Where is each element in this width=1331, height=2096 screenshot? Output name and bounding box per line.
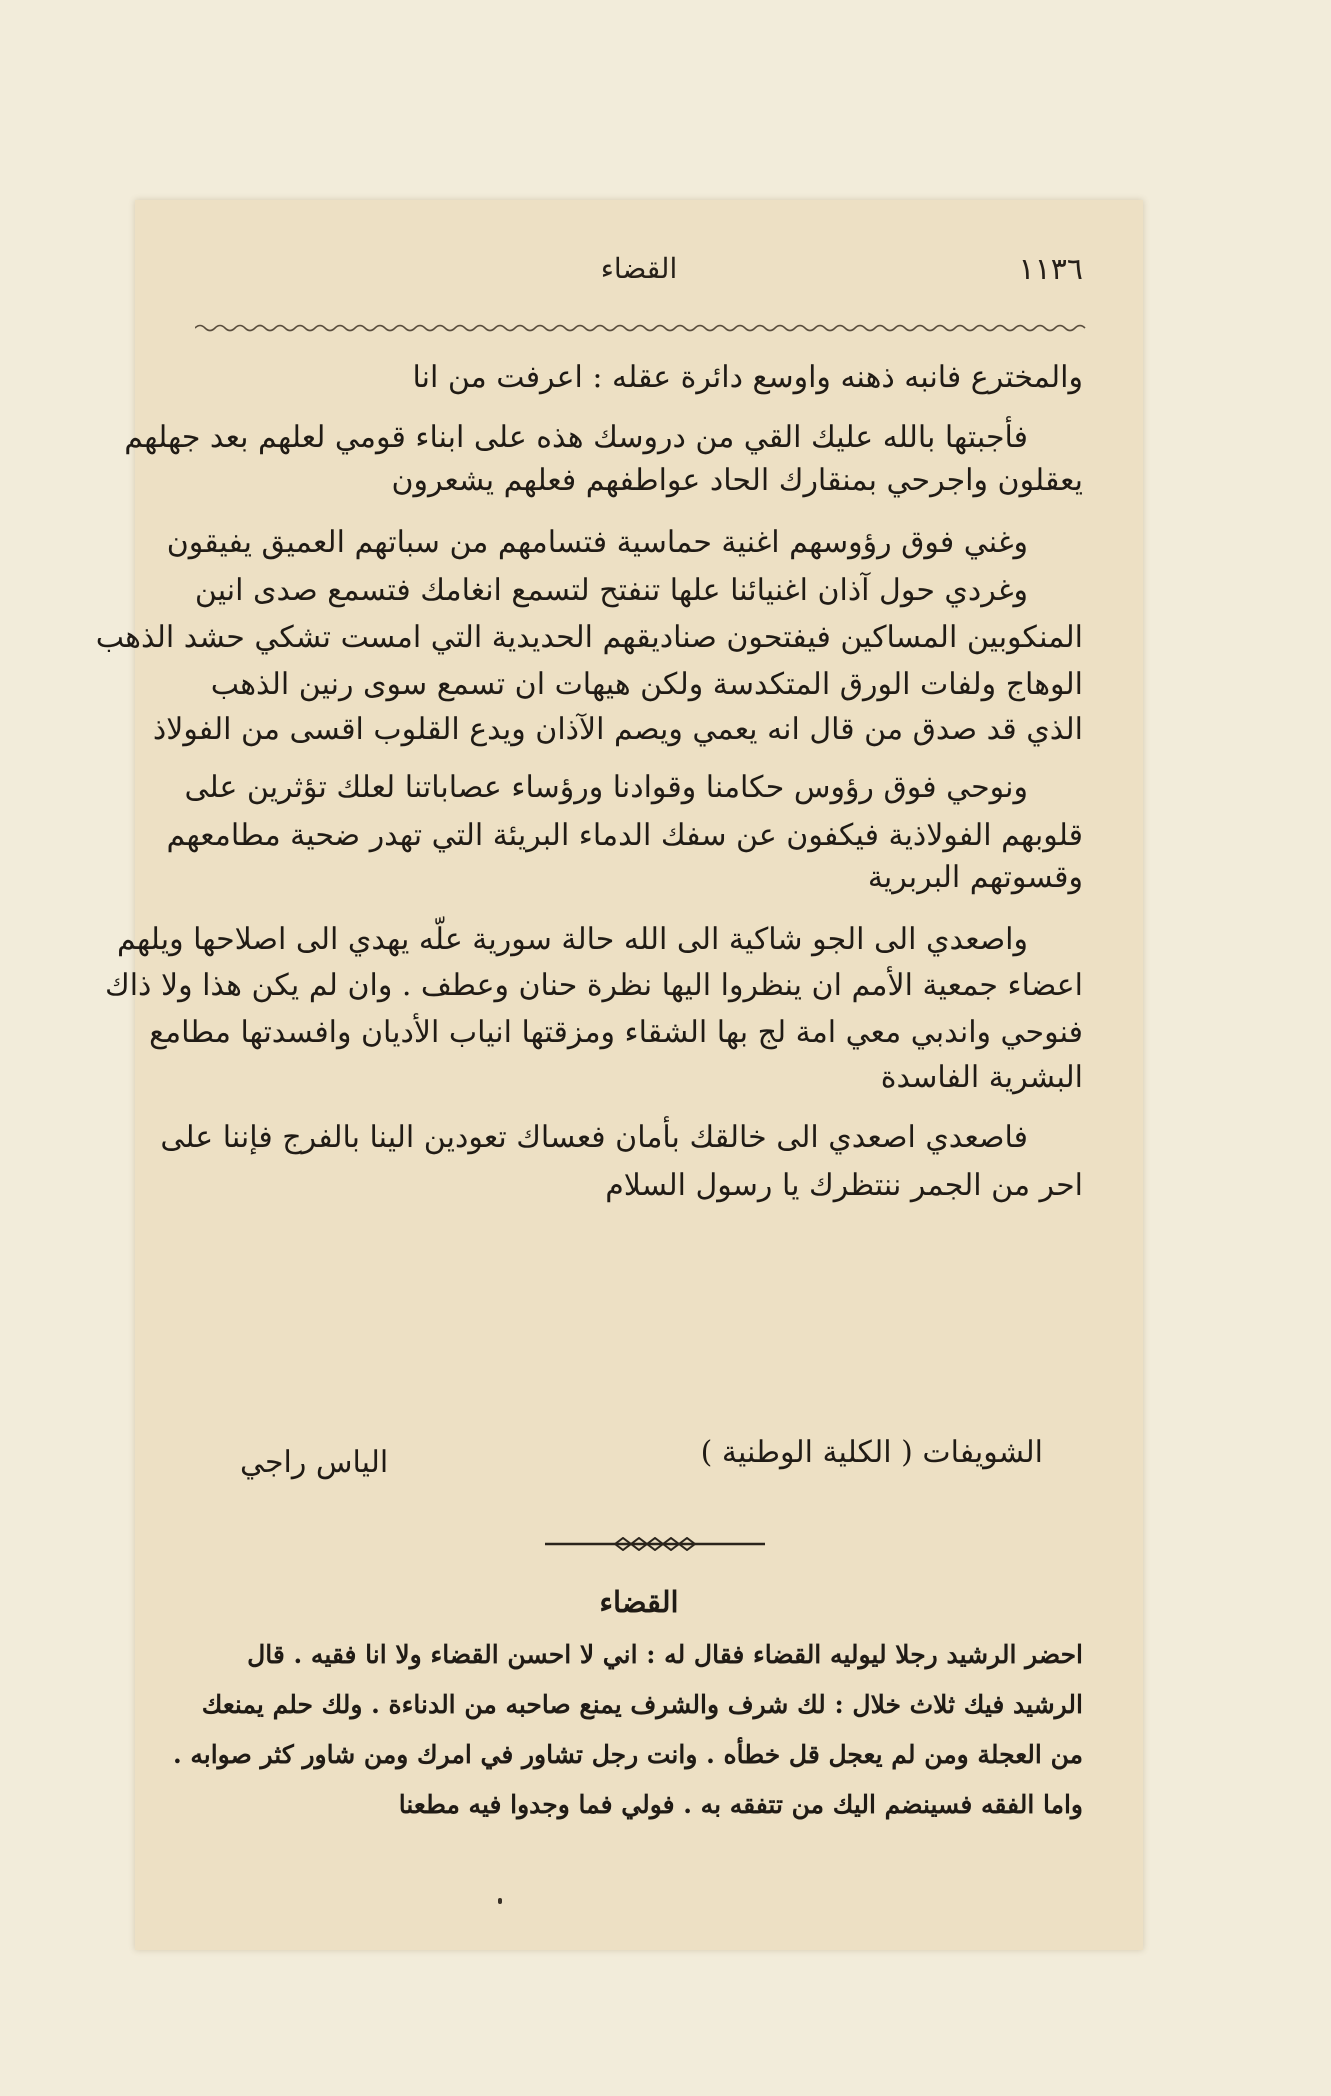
prose-line: من العجلة ومن لم يعجل قل خطأه . وانت رجل تشاور في امرك ومن شاور كثر صوابه .	[172, 1740, 1083, 1769]
text-line: واصعدي الى الجو شاكية الى الله حالة سورية علّه يهدي الى اصلاحها ويلهم	[117, 922, 1028, 957]
text-line: اعضاء جمعية الأمم ان ينظروا اليها نظرة حنان وعطف . وان لم يكن هذا ولا ذاك	[105, 968, 1083, 1003]
prose-line: الرشيد فيك ثلاث خلال : لك شرف والشرف يمنع صاحبه من الدناءة . ولك حلم يمنعك	[201, 1690, 1083, 1719]
signature-row	[240, 1435, 1043, 1483]
section-divider-ornament	[545, 1537, 765, 1551]
prose-line: واما الفقه فسينضم اليك من تتفقه به . فولي فما وجدوا فيه مطعنا	[398, 1790, 1083, 1819]
text-line: فأجبتها بالله عليك القي من دروسك هذه على ابناء قومي لعلهم بعد جهلهم	[124, 420, 1028, 455]
text-line: المنكوبين المساكين فيفتحون صناديقهم الحديدية التي امست تشكي حشد الذهب	[95, 620, 1083, 655]
text-line: ونوحي فوق رؤوس حكامنا وقوادنا ورؤساء عصاباتنا لعلك تؤثرين على	[184, 770, 1028, 805]
page-number: ١١٣٦	[1018, 252, 1083, 287]
text-line: وقسوتهم البربرية	[867, 860, 1083, 895]
text-line: وغني فوق رؤوسهم اغنية حماسية فتسامهم من سباتهم العميق يفيقون	[166, 525, 1028, 560]
signature-author: الياس راجي	[240, 1445, 389, 1480]
book-page	[95, 200, 1143, 1950]
wavy-header-rule	[195, 322, 1090, 334]
prose-line: احضر الرشيد رجلا ليوليه القضاء فقال له : اني لا احسن القضاء ولا انا فقيه . قال	[247, 1640, 1083, 1669]
page-header	[195, 248, 1083, 298]
ink-speck	[498, 1898, 502, 1904]
text-line: والمخترع فانبه ذهنه واوسع دائرة عقله : اعرفت من انا	[412, 360, 1083, 395]
text-line: الوهاج ولفات الورق المتكدسة ولكن هيهات ان تسمع سوى رنين الذهب	[210, 667, 1083, 702]
text-line: احر من الجمر ننتظرك يا رسول السلام	[605, 1168, 1083, 1203]
text-line: وغردي حول آذان اغنيائنا علها تنفتح لتسمع انغامك فتسمع صدى انين	[194, 573, 1028, 608]
signature-place: الشويفات ( الكلية الوطنية )	[700, 1435, 1043, 1470]
text-line: البشرية الفاسدة	[880, 1060, 1083, 1095]
text-line: فاصعدي اصعدي الى خالقك بأمان فعساك تعودين الينا بالفرج فإننا على	[160, 1120, 1028, 1155]
section-title: القضاء	[599, 1585, 679, 1619]
text-line: قلوبهم الفولاذية فيكفون عن سفك الدماء البريئة التي تهدر ضحية مطامعهم	[166, 818, 1083, 853]
text-line: يعقلون واجرحي بمنقارك الحاد عواطفهم فعلهم يشعرون	[391, 463, 1083, 498]
text-line: الذي قد صدق من قال انه يعمي ويصم الآذان ويدع القلوب اقسى من الفولاذ	[152, 712, 1083, 747]
running-title: القضاء	[600, 252, 678, 285]
text-line: فنوحي واندبي معي امة لج بها الشقاء ومزقتها انياب الأديان وافسدتها مطامع	[149, 1015, 1083, 1050]
